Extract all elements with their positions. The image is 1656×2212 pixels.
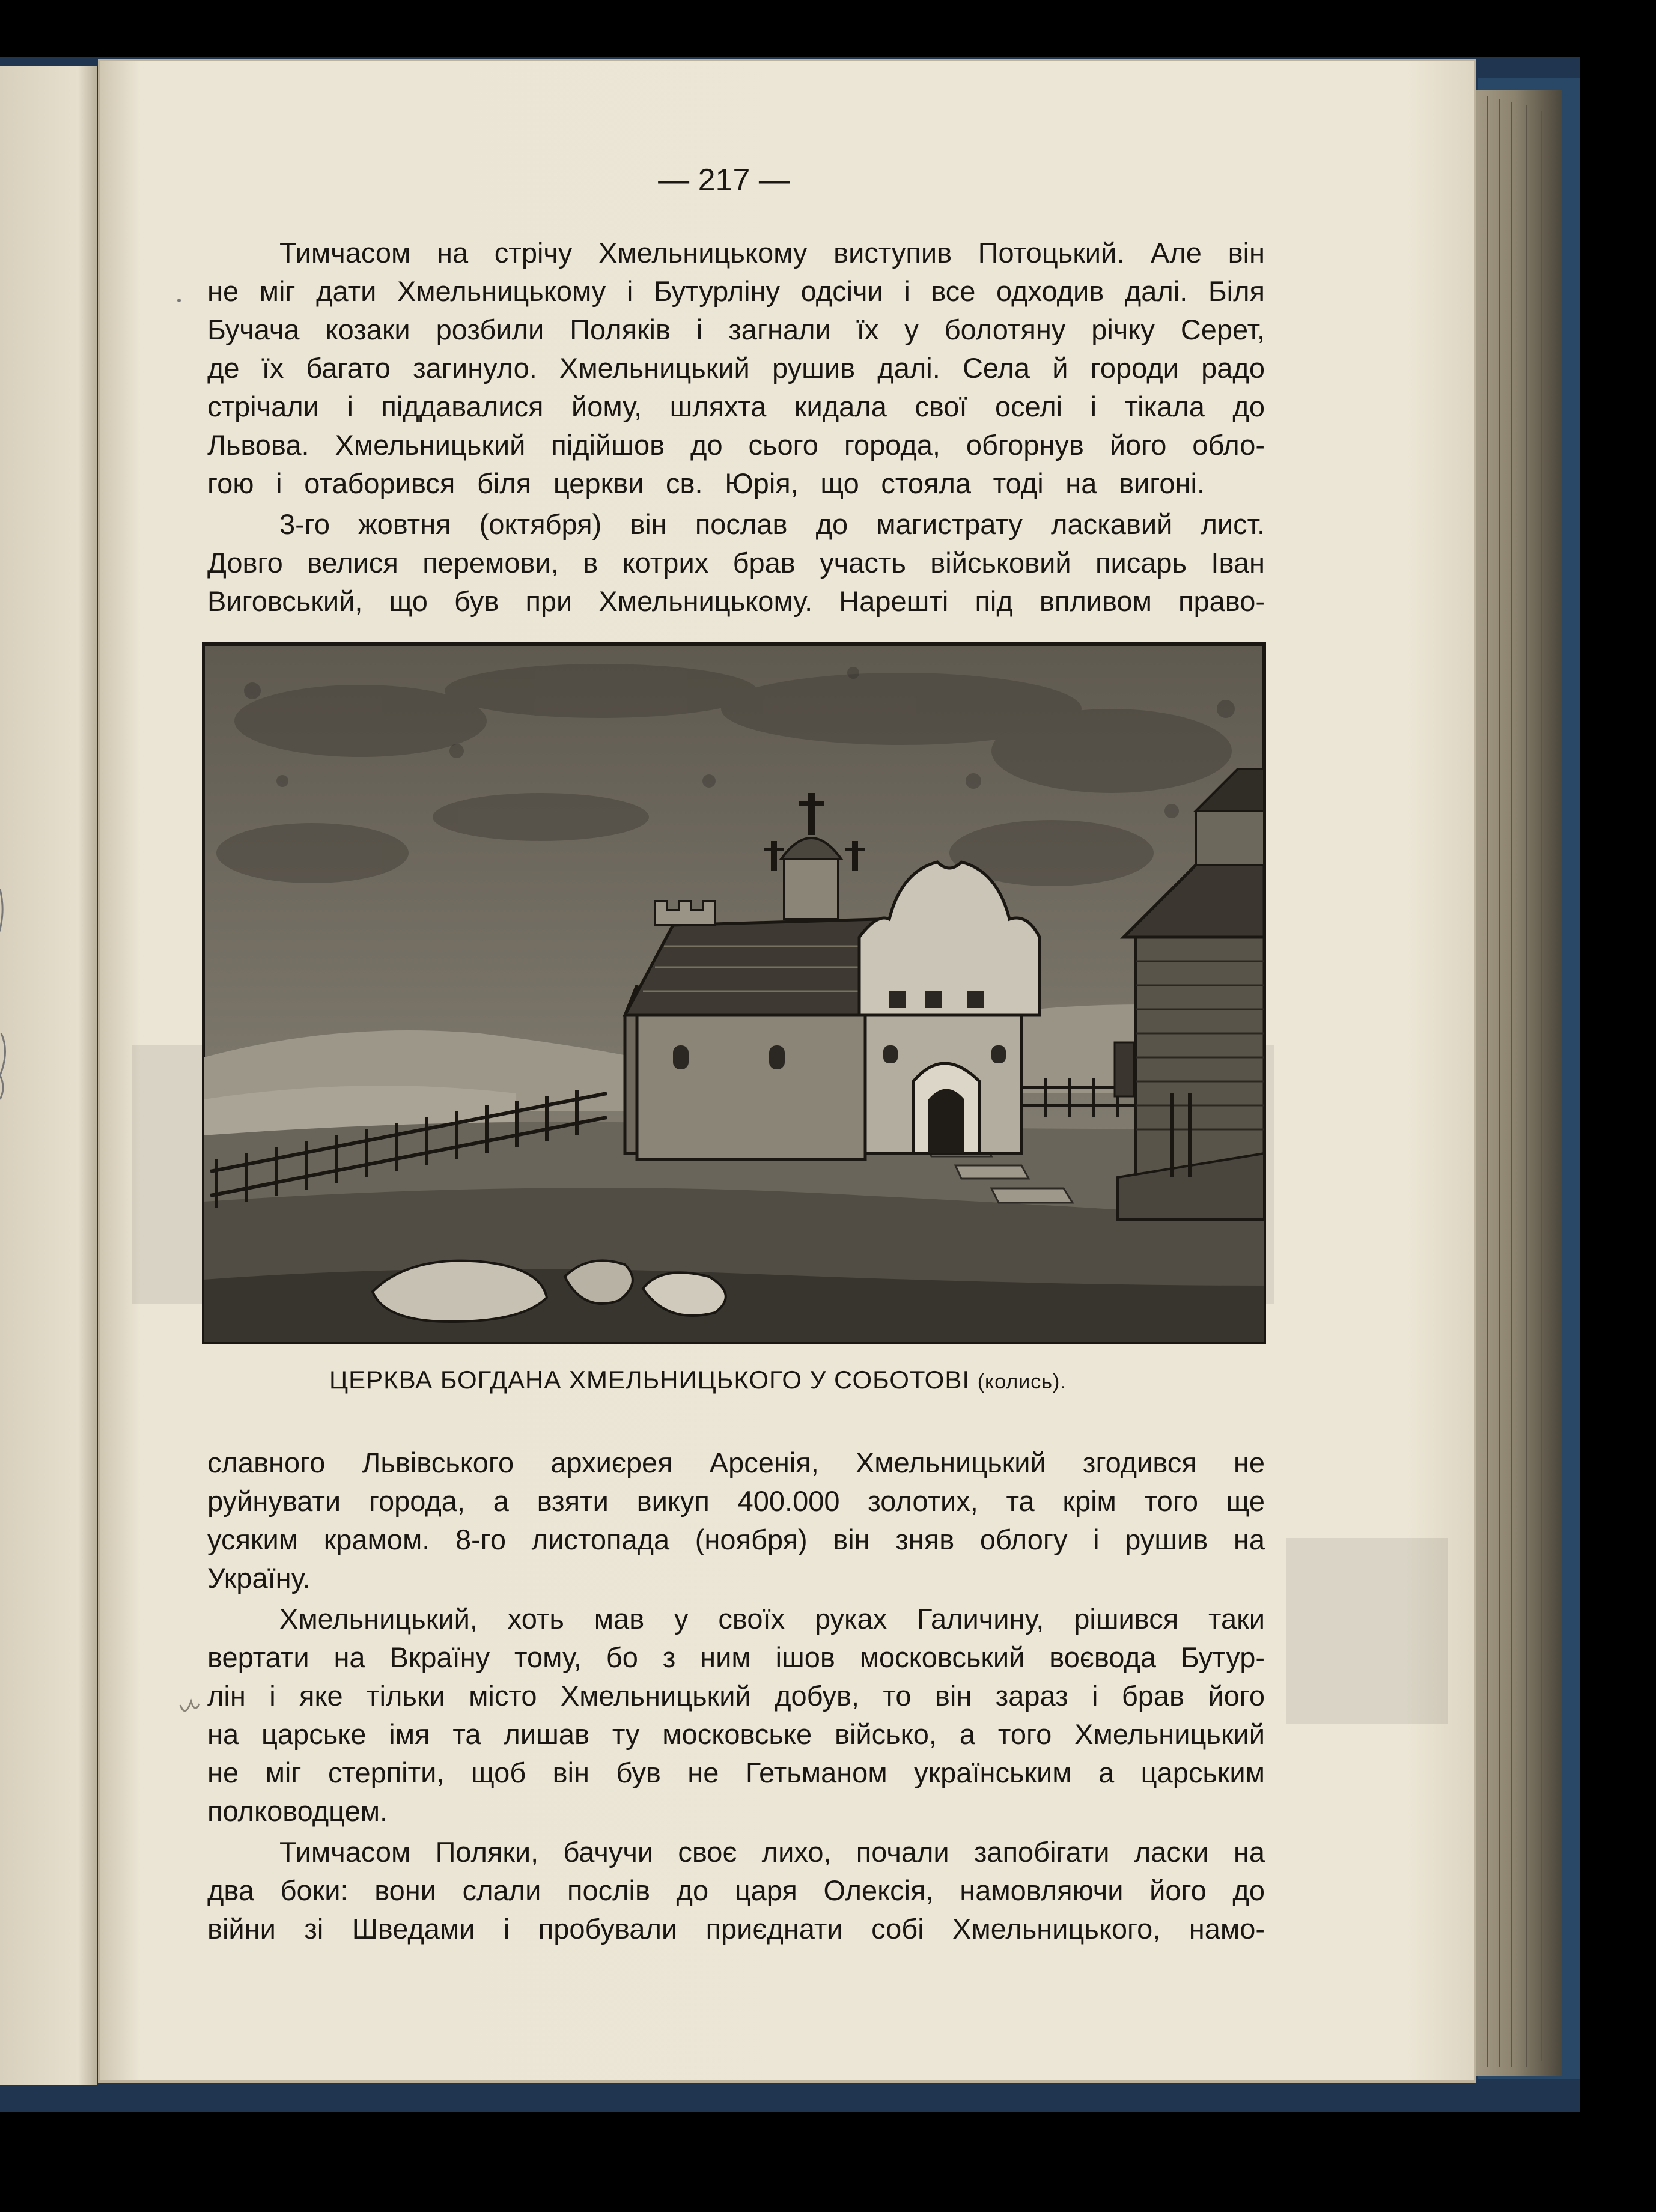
text-line: славного Львівського архиєрея Арсенія, Хмельницький згодився не [207, 1447, 1265, 1478]
text-line: два боки: вони слали послів до царя Олексія, намовляючи його до [207, 1874, 1265, 1906]
text-line: Тимчасом на стрічу Хмельницькому виступив Потоцький. Але він [279, 237, 1265, 269]
text-line: Довго велися перемови, в котрих брав участь військовий писарь Іван [207, 547, 1265, 579]
text-line: стрічали і піддавалися йому, шляхта кидала свої оселі і тікала до [207, 390, 1265, 422]
text-line: вертати на Вкраїну тому, бо з ним ішов московський воєвода Бутур- [207, 1641, 1265, 1673]
text-line: війни зі Шведами і пробували приєднати собі Хмельницького, намо- [207, 1913, 1265, 1945]
text-line: гою і отаборився біля церкви св. Юрія, що стояла тоді на вигоні. [207, 467, 1205, 499]
text-line: Бучача козаки розбили Поляків і загнали їх у болотяну річку Серет, [207, 314, 1265, 345]
figure-caption: ЦЕРКВА БОГДАНА ХМЕЛЬНИЦЬКОГО У СОБОТОВІ (колись). [329, 1366, 1067, 1394]
text-line: де їх багато загинуло. Хмельницький рушив далі. Села й городи радо [207, 352, 1265, 384]
text-line: полководцем. [207, 1795, 388, 1827]
text-line: 3-го жовтня (октября) він послав до магистрату ласкавий лист. [279, 508, 1265, 540]
figure-caption-note: (колись). [977, 1370, 1067, 1393]
text-line: не міг дати Хмельницькому і Бутурліну одсічи і все одходив далі. Біля [207, 275, 1265, 307]
text-line: Львова. Хмельницький підійшов до сього города, обгорнув його обло- [207, 429, 1265, 461]
text-line: руйнувати города, а взяти викуп 400.000 золотих, та крім того ще [207, 1485, 1265, 1517]
text-line: не міг стерпіти, щоб він був не Гетьманом українським а царським [207, 1757, 1265, 1788]
text-line: лін і яке тільки місто Хмельницький добув, то він зараз і брав його [207, 1680, 1265, 1712]
text-line: на царське імя та лишав ту московське військо, а того Хмельницький [207, 1718, 1265, 1750]
text-line: усяким крамом. 8-го листопада (ноября) він зняв облогу і рушив на [207, 1524, 1265, 1555]
text-line: Україну. [207, 1562, 311, 1594]
text-line: Виговський, що був при Хмельницькому. Нарешті під впливом право- [207, 585, 1265, 617]
text-line: Тимчасом Поляки, бачучи своє лихо, почали запобігати ласки на [279, 1836, 1265, 1868]
page-number: — 217 — [658, 163, 790, 198]
text-line: Хмельницький, хоть мав у своїх руках Галичину, рішився таки [279, 1603, 1265, 1635]
